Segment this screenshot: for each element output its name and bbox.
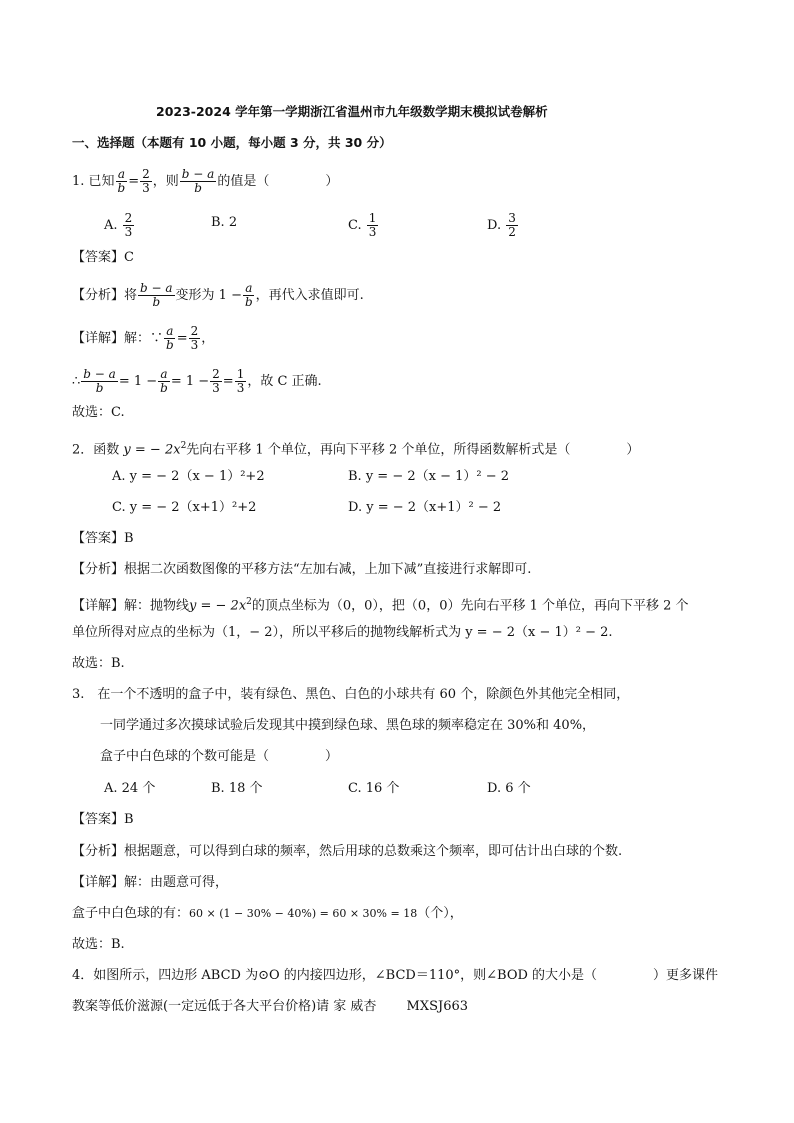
q2-option-d: D. y = − 2（x+1）² − 2 xyxy=(348,500,502,515)
q3-detail: 【详解】解：由题意可得， xyxy=(72,875,229,890)
q3-stem-line3: 盒子中白色球的个数可能是（ ） xyxy=(100,749,339,764)
section-heading: 一、选择题（本题有 10 小题，每小题 3 分，共 30 分） xyxy=(72,135,392,150)
q1-derivation: ∴ $\frac{b - a}{b}$ = 1 − $\frac{a}{b}$ = 1 − $\frac{2}{3}$ = $\frac{1}{3}$ ，故 C 正确. xyxy=(72,367,322,395)
q2-stem: 2．函数 y = − $2x^2$先向右平移 1 个单位，再向下平移 2 个单位，所得函数解析式是（ ） xyxy=(72,441,640,458)
q4-stem: 4．如图所示，四边形 ABCD 为⊙O 的内接四边形，∠BCD＝110°，则∠BOD 的大小是（ ）更多课件 xyxy=(72,968,719,983)
q1-option-a: A. $\frac{2}{3}$ xyxy=(104,211,133,239)
q3-option-a: A. 24 个 xyxy=(104,781,156,796)
q1-option-b: B. 2 xyxy=(211,215,238,230)
q4-footer-line: 教案等低价滋源(一定远低于各大平台价格)请 家 威杏 MXSJ663 xyxy=(72,999,469,1014)
q1-answer: 【答案】C xyxy=(72,250,134,265)
q2-detail-2: 单位所得对应点的坐标为（1，− 2），所以平移后的抛物线解析式为 y = − 2（x − 1）² − 2. xyxy=(72,625,613,640)
q1-option-d: D. $\frac{3}{2}$ xyxy=(487,211,516,239)
q1-number: 1. 已知 xyxy=(72,174,115,189)
q1-pick: 故选：C. xyxy=(72,405,125,420)
q3-stem-line1: 3. 在一个不透明的盒子中，装有绿色、黑色、白色的小球共有 60 个，除颜色外其他完全相同， xyxy=(72,687,630,702)
q1-close: ） xyxy=(325,174,339,189)
q3-analysis: 【分析】根据题意，可以得到白球的频率，然后用球的总数乘这个频率，即可估计出白球的个数. xyxy=(72,844,623,859)
q1-option-c: C. $\frac{1}{3}$ xyxy=(348,211,377,239)
q2-answer: 【答案】B xyxy=(72,531,134,546)
q2-pick: 故选：B. xyxy=(72,656,125,671)
q1-frac-b-minus-a: $\frac{b - a}{b}$ xyxy=(181,167,215,195)
q2-option-a: A. y = − 2（x − 1）²+2 xyxy=(112,469,265,484)
q1-detail: 【详解】解：∵ $\frac{a}{b}$ = $\frac{2}{3}$ ， xyxy=(72,324,215,352)
q3-option-d: D. 6 个 xyxy=(487,781,531,796)
q1-mid: ，则 xyxy=(152,174,179,189)
q1-frac-2-3: $\frac{2}{3}$ xyxy=(142,167,150,195)
q3-calc: 盒子中白色球的有：60 × (1 − 30% − 40%) = 60 × 30% = 18（个）， xyxy=(72,906,463,921)
q2-option-c: C. y = − 2（x+1）²+2 xyxy=(112,500,257,515)
page-title: 2023-2024 学年第一学期浙江省温州市九年级数学期末模拟试卷解析 xyxy=(156,104,548,119)
q2-analysis: 【分析】根据二次函数图像的平移方法“左加右减，上加下减”直接进行求解即可. xyxy=(72,562,532,577)
q3-option-b: B. 18 个 xyxy=(211,781,263,796)
q1-equals: = xyxy=(128,174,140,189)
q3-stem-line2: 一同学通过多次摸球试验后发现其中摸到绿色球、黑色球的频率稳定在 30%和 40%， xyxy=(100,718,596,733)
q1-analysis: 【分析】将 $\frac{b - a}{b}$ 变形为 1 − $\frac{a}{b}$ ，再代入求值即可. xyxy=(72,281,364,309)
q3-option-c: C. 16 个 xyxy=(348,781,400,796)
q1-tail: 的值是（ xyxy=(217,174,270,189)
q3-pick: 故选：B. xyxy=(72,937,125,952)
q2-detail-1: 【详解】解：抛物线y = − $2x^2$的顶点坐标为（0，0），把（0，0）先向右平移 1 个单位，再向下平移 2 个 xyxy=(72,597,689,614)
q1-frac-a-over-b: $\frac{a}{b}$ xyxy=(117,167,126,195)
q1-stem xyxy=(72,168,338,195)
q2-option-b: B. y = − 2（x − 1）² − 2 xyxy=(348,469,510,484)
q3-answer: 【答案】B xyxy=(72,812,134,827)
